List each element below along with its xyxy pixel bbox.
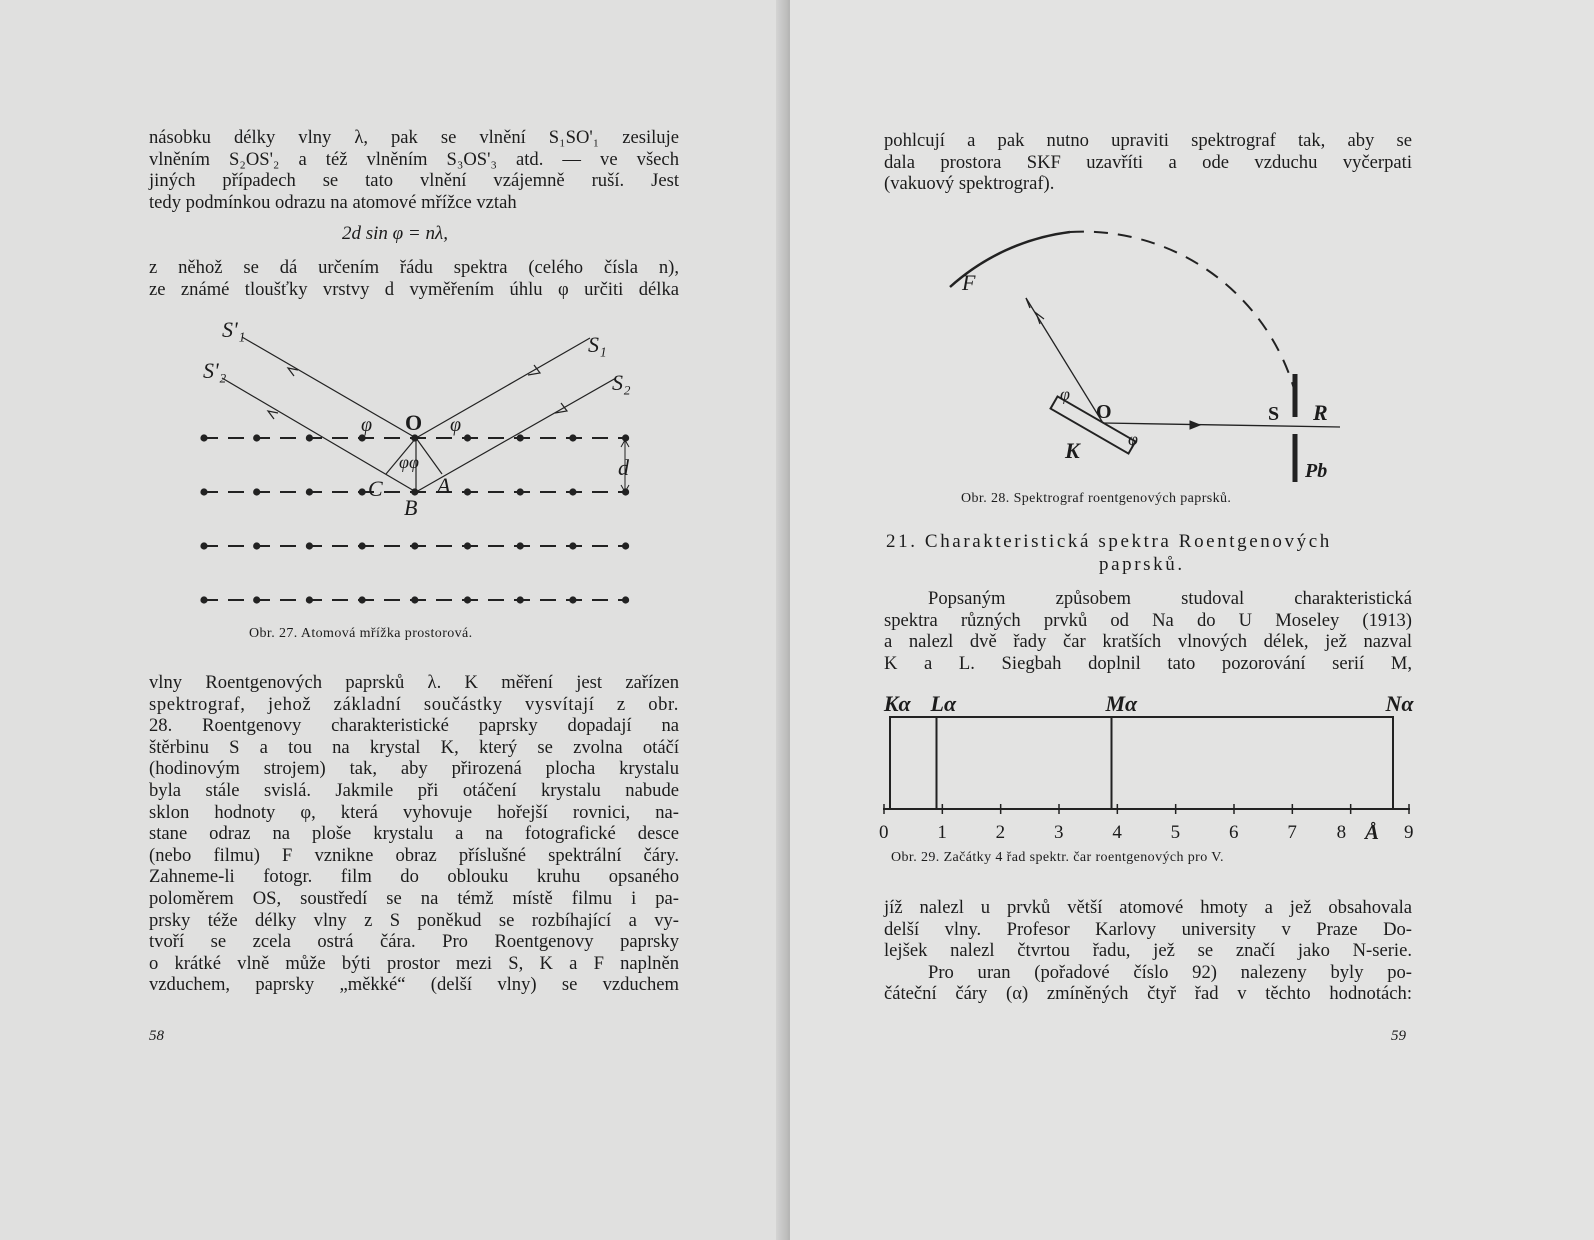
section-heading-line-2: paprsků. xyxy=(1099,554,1185,575)
lattice-atom xyxy=(201,489,206,494)
text-line: stane odraz na ploše krystalu a na fotografické desce xyxy=(149,823,679,845)
label-d: d xyxy=(618,455,629,480)
label-k: K xyxy=(1065,438,1080,463)
series-label: Nα xyxy=(1385,691,1414,716)
lattice-atom xyxy=(254,489,259,494)
scale-tick-label: 8 xyxy=(1336,822,1347,843)
label-phi-right: φ xyxy=(450,414,462,436)
text-line: čáteční čáry (α) zmíněných čtyř řad v těchto hodnotách: xyxy=(884,983,1412,1005)
rays xyxy=(222,337,629,492)
text-line: Zahneme-li fotogr. film do oblouku kruhu opsaného xyxy=(149,866,679,888)
text-line: násobku délky vlny λ, pak se vlnění S₁SO'₁ zesiluje xyxy=(149,127,679,148)
lattice-atom xyxy=(623,435,628,440)
scale-tick-label: 9 xyxy=(1404,822,1414,843)
arrow xyxy=(288,368,298,376)
left-page xyxy=(0,0,790,1240)
reflected-ray-2 xyxy=(222,378,416,492)
lattice-atom xyxy=(201,543,206,548)
label-phi-phi: φφ xyxy=(399,452,419,472)
scale-tick-label: 1 xyxy=(937,822,947,843)
lattice-atom xyxy=(307,435,312,440)
spectrum-frame xyxy=(890,717,1393,809)
lattice-atom xyxy=(412,543,417,548)
text-line: (vakuový spektrograf). xyxy=(884,173,1055,195)
figure-29-spectral-series xyxy=(790,0,1594,1240)
text-line: jiných případech se tato vlnění vzájemně ruší. Jest xyxy=(149,170,679,192)
lattice-atom xyxy=(570,543,575,548)
lattice-atom xyxy=(360,597,365,602)
series-label: Mα xyxy=(1105,691,1138,716)
text-line: a nalezl dvě řady čar kratších vlnových délek, jež nazval xyxy=(884,631,1412,653)
lattice-atom xyxy=(360,435,365,440)
label-b: B xyxy=(404,495,418,520)
label-c: C xyxy=(368,476,383,501)
label-s: S xyxy=(1268,403,1280,425)
lattice-atom xyxy=(570,597,575,602)
text-line: delší vlny. Profesor Karlovy university v Praze Do- xyxy=(884,918,1412,940)
section-number: 21. xyxy=(886,531,918,552)
arrow xyxy=(268,411,278,419)
page-number-right: 59 xyxy=(1391,1028,1406,1044)
text-line: vlny Roentgenových paprsků λ. K měření jest zařízen xyxy=(149,672,679,693)
lattice-atom xyxy=(360,489,365,494)
scale-tick-label: 0 xyxy=(879,822,889,843)
figure-27-atomic-lattice xyxy=(0,0,790,1240)
text-line: vlněním S₂OS'₂ a též vlněním S₃OS'₃ atd. — ve všech xyxy=(149,148,679,170)
lattice-atom xyxy=(623,543,628,548)
text-line: tedy podmínkou odrazu na atomové mřížce vztah xyxy=(149,191,517,213)
text-line: Popsaným způsobem studoval charakteristická xyxy=(928,588,1412,609)
bragg-equation: 2d sin φ = nλ, xyxy=(342,223,448,244)
incident-ray-1 xyxy=(416,338,590,438)
label-f: F xyxy=(962,270,976,295)
lattice-atom xyxy=(465,435,470,440)
lattice-atom xyxy=(254,435,259,440)
label-pb: Pb xyxy=(1305,460,1328,482)
lattice-atom xyxy=(201,597,206,602)
lattice-atom xyxy=(465,543,470,548)
lattice-atom xyxy=(518,489,523,494)
lattice-atom xyxy=(570,435,575,440)
scale-tick-label: 6 xyxy=(1229,822,1239,843)
label-o: O xyxy=(405,410,423,435)
section-title-1: Charakteristická spektra Roentgenových xyxy=(924,531,1332,552)
lattice-atom xyxy=(518,597,523,602)
series-label: Kα xyxy=(883,691,911,716)
lattice-atom xyxy=(307,543,312,548)
text-line: jíž nalezl u prvků větší atomové hmoty a jež obsahovala xyxy=(884,897,1412,918)
text-line: Pro uran (pořadové číslo 92) nalezeny byly po- xyxy=(928,961,1412,983)
text-line: ze známé tloušťky vrstvy d vyměřením úhlu φ určiti délka xyxy=(149,278,679,300)
scale-tick-label: 2 xyxy=(995,822,1006,843)
text-line: spektrograf, jehož základní součástky vysvítají z obr. xyxy=(149,693,679,715)
angstrom-unit: Å xyxy=(1365,820,1380,844)
label-s2: S₂ xyxy=(612,370,631,395)
scale-tick-label: 7 xyxy=(1287,822,1297,843)
label-o: O xyxy=(1096,401,1112,423)
lattice-atom xyxy=(254,597,259,602)
text-line: štěrbinu S a tou na krystal K, který se zvolna otáčí xyxy=(149,736,679,758)
figure-29-caption: Obr. 29. Začátky 4 řad spektr. čar roentgenových pro V. xyxy=(891,850,1224,865)
lattice-atom xyxy=(201,435,206,440)
lattice-atom xyxy=(465,489,470,494)
lattice-atom xyxy=(465,597,470,602)
left-paragraph-3 xyxy=(149,672,679,996)
text-line: lejšek nalezl čtvrtou řadu, jež se značí jako N-serie. xyxy=(884,940,1412,962)
lattice-atom xyxy=(570,489,575,494)
lattice-atom xyxy=(307,489,312,494)
text-line: z něhož se dá určením řádu spektra (celého čísla n), xyxy=(149,257,679,278)
text-line: sklon hodnoty φ, která vyhovuje hořejší rovnici, na- xyxy=(149,801,679,823)
text-line: prsky téže délky vlny z S poněkud se rozbíhající a vy- xyxy=(149,909,679,931)
label-phi-1: φ xyxy=(1060,384,1070,404)
scale-tick-label: 3 xyxy=(1054,822,1064,843)
lattice-atom xyxy=(360,543,365,548)
figure-27-caption: Obr. 27. Atomová mřížka prostorová. xyxy=(249,626,473,641)
right-page xyxy=(790,0,1594,1240)
lattice-atom xyxy=(307,597,312,602)
text-line: (nebo filmu) F vznikne obraz příslušné spektrální čáry. xyxy=(149,844,679,866)
lattice-atom xyxy=(412,597,417,602)
lattice-atom xyxy=(518,435,523,440)
text-line: spektra různých prvků od Na do U Moseley (1913) xyxy=(884,609,1412,631)
text-line: K a L. Siegbah doplnil tato pozorování serií M, xyxy=(884,652,1412,674)
label-r: R xyxy=(1313,400,1328,425)
lattice-atom xyxy=(623,597,628,602)
label-s1-prime: S'₁ xyxy=(222,317,246,342)
text-line: (hodinovým strojem) tak, aby přirozená plocha krystalu xyxy=(149,758,679,780)
series-label: Lα xyxy=(930,691,957,716)
right-paragraph-3 xyxy=(884,897,1412,1005)
figure-28-caption: Obr. 28. Spektrograf roentgenových paprsků. xyxy=(961,491,1232,506)
text-line: vzduchem, paprsky „měkké“ (delší vlny) se vzduchem xyxy=(149,974,679,996)
text-line: o krátké vlně může býti prostor mezi S, K a F naplněn xyxy=(149,952,679,974)
perpendicular-oa xyxy=(416,438,442,474)
label-phi-left: φ xyxy=(361,414,373,436)
text-line: dala prostora SKF uzavříti a ode vzduchu vyčerpati xyxy=(884,151,1412,173)
label-phi-2: φ xyxy=(1128,429,1138,449)
reflected-ray-1 xyxy=(242,337,416,438)
text-line: pohlcují a pak nutno upraviti spektrograf tak, aby se xyxy=(884,130,1412,151)
scale-tick-label: 4 xyxy=(1112,822,1122,843)
text-line: 28. Roentgenovy charakteristické paprsky dopadají na xyxy=(149,715,679,737)
text-line: byla stále svislá. Jakmile při otáčení krystalu nabude xyxy=(149,779,679,801)
label-a: A xyxy=(437,473,451,498)
label-s1: S₁ xyxy=(588,332,607,357)
text-line: tvoří se zcela ostrá čára. Pro Roentgenovy paprsky xyxy=(149,931,679,953)
page-number-left: 58 xyxy=(149,1028,164,1044)
lattice-atom xyxy=(518,543,523,548)
label-s2-prime: S'₂ xyxy=(203,358,227,383)
lattice-atom xyxy=(254,543,259,548)
scale-tick-label: 5 xyxy=(1170,822,1181,843)
text-line: poloměrem OS, soustředí se na témž místě filmu i pa- xyxy=(149,887,679,909)
